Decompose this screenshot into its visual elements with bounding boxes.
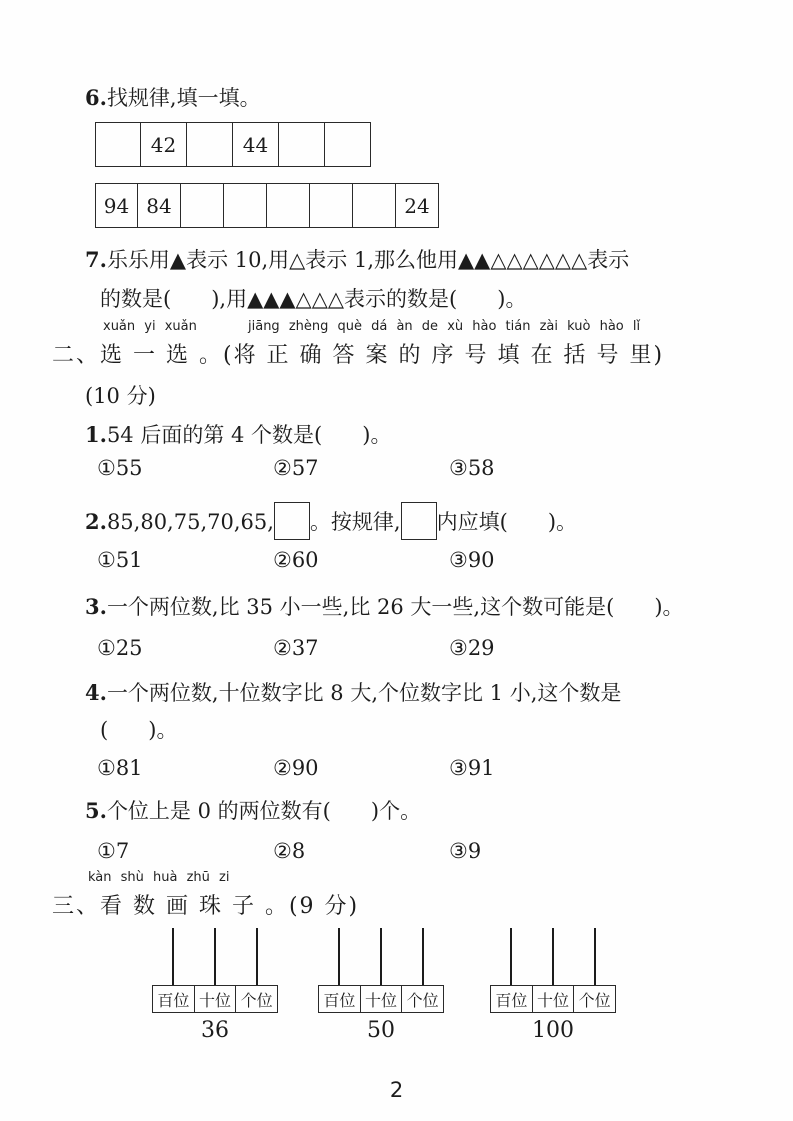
question-7-line-1 bbox=[85, 246, 629, 274]
question-3 bbox=[85, 593, 684, 621]
option-2: ②8 bbox=[273, 839, 306, 863]
question-text: 。按规律, bbox=[309, 510, 401, 534]
section-2-score: (10 分) bbox=[85, 384, 156, 408]
question-4-options bbox=[97, 756, 625, 780]
chart-number: 50 bbox=[367, 1018, 395, 1043]
question-5 bbox=[85, 797, 421, 825]
question-3-options bbox=[97, 636, 625, 660]
question-text: 85,80,75,70,65, bbox=[106, 510, 274, 534]
table-cell bbox=[310, 183, 353, 228]
section-3-pinyin: kàn shù huà zhū zi bbox=[88, 870, 230, 885]
option-1: ①7 bbox=[97, 839, 130, 863]
place-label-ones: 个位 bbox=[402, 985, 444, 1013]
question-number: 4. bbox=[85, 680, 107, 705]
place-value-box bbox=[152, 985, 278, 1013]
option-1: ①51 bbox=[97, 548, 143, 572]
chart-number: 36 bbox=[201, 1018, 229, 1043]
place-label-tens: 十位 bbox=[361, 985, 403, 1013]
place-value-chart-100 bbox=[490, 928, 616, 1050]
sequence-table-2 bbox=[95, 183, 439, 228]
question-4-line-2: ( )。 bbox=[100, 718, 178, 742]
table-cell bbox=[181, 183, 224, 228]
abacus-rod bbox=[214, 928, 216, 985]
option-2: ②60 bbox=[273, 548, 319, 572]
place-value-box bbox=[318, 985, 444, 1013]
question-number: 7. bbox=[85, 247, 107, 272]
place-value-chart-50 bbox=[318, 928, 444, 1050]
abacus-rod bbox=[256, 928, 258, 985]
question-6-title bbox=[85, 84, 261, 112]
option-1: ①81 bbox=[97, 756, 143, 780]
place-label-hundreds: 百位 bbox=[318, 985, 361, 1013]
table-cell bbox=[267, 183, 310, 228]
section-2-title: 二、选 一 选 。(将 正 确 答 案 的 序 号 填 在 括 号 里) bbox=[52, 343, 665, 368]
option-2: ②90 bbox=[273, 756, 319, 780]
question-number: 3. bbox=[85, 594, 107, 619]
option-2: ②57 bbox=[273, 456, 319, 480]
question-1 bbox=[85, 421, 391, 449]
question-number: 6. bbox=[85, 85, 107, 110]
question-text: 54 后面的第 4 个数是( )。 bbox=[106, 423, 392, 447]
question-text: 一个两位数,十位数字比 8 大,个位数字比 1 小,这个数是 bbox=[106, 681, 622, 705]
question-7-line-2 bbox=[100, 286, 526, 313]
section-2-pinyin-part2: jiāng zhèng què dá àn de xù hào tián zài kuò hào lǐ bbox=[248, 319, 641, 334]
question-2-options bbox=[97, 548, 625, 572]
place-value-chart-36 bbox=[152, 928, 278, 1050]
question-text: 乐乐用▲表示 10,用△表示 1,那么他用▲▲△△△△△△表示 bbox=[106, 248, 630, 272]
page-number: 2 bbox=[389, 1078, 404, 1102]
question-text: 找规律,填一填。 bbox=[106, 86, 261, 110]
place-label-tens: 十位 bbox=[533, 985, 575, 1013]
table-cell: 84 bbox=[138, 183, 181, 228]
option-3: ③91 bbox=[449, 756, 495, 780]
question-5-options bbox=[97, 839, 625, 863]
chart-number: 100 bbox=[532, 1018, 574, 1043]
question-text: 个位上是 0 的两位数有( )个。 bbox=[106, 799, 422, 823]
question-number: 2. bbox=[85, 509, 107, 534]
question-number: 5. bbox=[85, 798, 107, 823]
section-3-title: 三、看 数 画 珠 子 。(9 分) bbox=[52, 894, 360, 919]
question-text: 一个两位数,比 35 小一些,比 26 大一些,这个数可能是( )。 bbox=[106, 595, 684, 619]
abacus-rod bbox=[552, 928, 554, 985]
question-number: 1. bbox=[85, 422, 107, 447]
abacus-rod bbox=[172, 928, 174, 985]
option-1: ①55 bbox=[97, 456, 143, 480]
section-2-pinyin-part1: xuǎn yi xuǎn bbox=[103, 319, 197, 334]
option-2: ②37 bbox=[273, 636, 319, 660]
question-text: 的数是( ),用▲▲▲△△△表示的数是( )。 bbox=[100, 287, 527, 311]
question-1-options bbox=[97, 456, 625, 480]
table-cell bbox=[224, 183, 267, 228]
place-label-hundreds: 百位 bbox=[152, 985, 195, 1013]
table-cell: 24 bbox=[396, 183, 439, 228]
sequence-table-1 bbox=[95, 122, 371, 167]
place-label-ones: 个位 bbox=[574, 985, 616, 1013]
place-label-ones: 个位 bbox=[236, 985, 278, 1013]
place-label-tens: 十位 bbox=[195, 985, 237, 1013]
abacus-rod bbox=[510, 928, 512, 985]
abacus-rod bbox=[422, 928, 424, 985]
table-cell: 44 bbox=[233, 122, 279, 167]
question-2 bbox=[85, 502, 577, 540]
table-cell: 94 bbox=[95, 183, 138, 228]
answer-box bbox=[274, 502, 310, 540]
place-value-box bbox=[490, 985, 616, 1013]
abacus-rod bbox=[338, 928, 340, 985]
table-cell: 42 bbox=[141, 122, 187, 167]
question-4-line-1 bbox=[85, 679, 621, 707]
option-1: ①25 bbox=[97, 636, 143, 660]
table-cell bbox=[187, 122, 233, 167]
table-cell bbox=[325, 122, 371, 167]
abacus-rod bbox=[594, 928, 596, 985]
answer-box bbox=[401, 502, 437, 540]
table-cell bbox=[95, 122, 141, 167]
table-cell bbox=[279, 122, 325, 167]
place-label-hundreds: 百位 bbox=[490, 985, 533, 1013]
option-3: ③90 bbox=[449, 548, 495, 572]
question-text: 内应填( )。 bbox=[436, 510, 578, 534]
option-3: ③29 bbox=[449, 636, 495, 660]
table-cell bbox=[353, 183, 396, 228]
option-3: ③9 bbox=[449, 839, 482, 863]
option-3: ③58 bbox=[449, 456, 495, 480]
abacus-rod bbox=[380, 928, 382, 985]
